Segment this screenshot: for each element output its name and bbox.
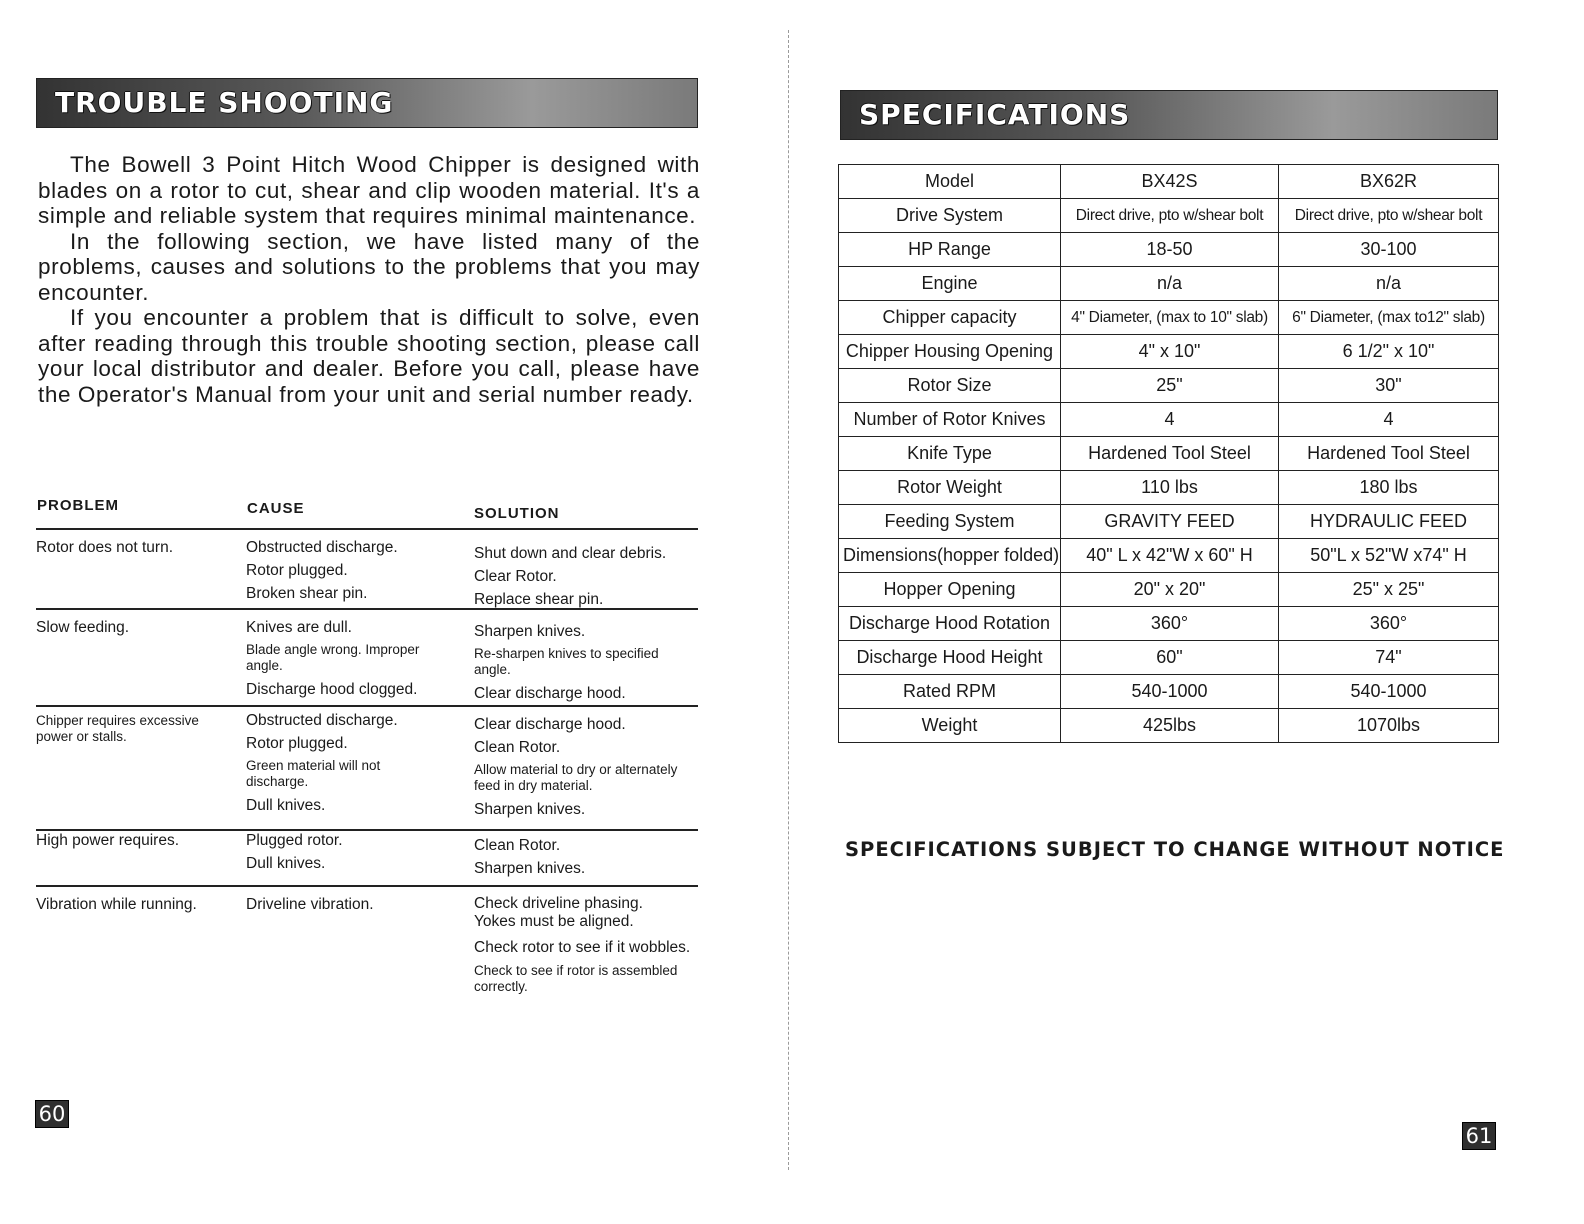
- spec-row: [839, 539, 1499, 573]
- spec-bx42s-cell: 18-50: [1061, 233, 1279, 267]
- troubleshooting-title: TROUBLE SHOOTING: [55, 86, 394, 119]
- solution-line: Sharpen knives.: [474, 860, 586, 877]
- spec-row: [839, 199, 1499, 233]
- spec-bx42s-cell: 425lbs: [1061, 709, 1279, 743]
- intro-text: [38, 152, 700, 407]
- spec-label-cell: HP Range: [839, 233, 1061, 267]
- spec-row: [839, 335, 1499, 369]
- spec-bx62r-cell: 50"L x 52"W x74" H: [1279, 539, 1499, 573]
- solution-cell: [474, 620, 702, 705]
- problem-cell: Slow feeding.: [36, 619, 130, 636]
- problem-cell: High power requires.: [36, 832, 180, 849]
- spec-bx42s-cell: 4" Diameter, (max to 10" slab): [1061, 301, 1279, 335]
- solution-line: Allow material to dry or alternately feed in dry material.: [474, 762, 678, 793]
- cause-line: Obstructed discharge.: [246, 712, 398, 729]
- cause-cell: [246, 829, 466, 875]
- spec-bx42s-cell: 25": [1061, 369, 1279, 403]
- table-row: [36, 705, 698, 829]
- spec-bx62r-cell: 25" x 25": [1279, 573, 1499, 607]
- spec-label-cell: Rotor Size: [839, 369, 1061, 403]
- spec-row: [839, 267, 1499, 301]
- cause-line: Plugged rotor.: [246, 832, 343, 849]
- spec-row: [839, 471, 1499, 505]
- spec-bx62r-cell: 6 1/2" x 10": [1279, 335, 1499, 369]
- solution-line: Clear discharge hood.: [474, 716, 626, 733]
- solution-line: Check driveline phasing. Yokes must be aligned.: [474, 895, 643, 930]
- problem-cell: Rotor does not turn.: [36, 539, 173, 556]
- spec-bx42s-cell: GRAVITY FEED: [1061, 505, 1279, 539]
- spec-bx42s-cell: 20" x 20": [1061, 573, 1279, 607]
- specifications-table-body: [839, 165, 1499, 743]
- spec-label-cell: Chipper Housing Opening: [839, 335, 1061, 369]
- column-header-cause: CAUSE: [247, 500, 305, 517]
- spec-bx42s-cell: 40" L x 42"W x 60" H: [1061, 539, 1279, 573]
- spec-label-cell: Drive System: [839, 199, 1061, 233]
- spec-bx42s-cell: BX42S: [1061, 165, 1279, 199]
- solution-line: Check rotor to see if it wobbles.: [474, 939, 691, 956]
- cause-cell: [246, 616, 466, 701]
- spec-bx42s-cell: Direct drive, pto w/shear bolt: [1061, 199, 1279, 233]
- spec-label-cell: Feeding System: [839, 505, 1061, 539]
- spec-label-cell: Hopper Opening: [839, 573, 1061, 607]
- cause-line: Blade angle wrong. Improper angle.: [246, 642, 420, 673]
- intro-paragraph: The Bowell 3 Point Hitch Wood Chipper is designed with blades on a rotor to cut, shear and clip wooden material. It's a simple and reliable system that requires minimal maintenance.: [38, 152, 700, 228]
- specifications-title: SPECIFICATIONS: [859, 98, 1131, 131]
- solution-cell: [474, 713, 702, 821]
- solution-line: Shut down and clear debris.: [474, 545, 667, 562]
- table-row: [36, 829, 698, 885]
- spec-bx42s-cell: 110 lbs: [1061, 471, 1279, 505]
- spec-bx62r-cell: 1070lbs: [1279, 709, 1499, 743]
- spec-label-cell: Chipper capacity: [839, 301, 1061, 335]
- spec-label-cell: Dimensions(hopper folded): [839, 539, 1061, 573]
- spec-row: [839, 505, 1499, 539]
- spec-bx62r-cell: 74": [1279, 641, 1499, 675]
- cause-cell: [246, 536, 466, 605]
- spec-row: [839, 301, 1499, 335]
- spec-row: [839, 709, 1499, 743]
- spec-bx62r-cell: 360°: [1279, 607, 1499, 641]
- solution-line: Clean Rotor.: [474, 837, 561, 854]
- spec-bx62r-cell: 540-1000: [1279, 675, 1499, 709]
- spec-label-cell: Rated RPM: [839, 675, 1061, 709]
- solution-line: Check to see if rotor is assembled correctly.: [474, 963, 678, 994]
- spec-label-cell: Discharge Hood Height: [839, 641, 1061, 675]
- troubleshooting-table: [36, 528, 698, 1017]
- spec-bx62r-cell: 4: [1279, 403, 1499, 437]
- specifications-table: [838, 164, 1499, 743]
- spec-bx42s-cell: 4: [1061, 403, 1279, 437]
- spec-bx62r-cell: 30": [1279, 369, 1499, 403]
- solution-line: Clear Rotor.: [474, 568, 557, 585]
- spec-bx62r-cell: Direct drive, pto w/shear bolt: [1279, 199, 1499, 233]
- spec-bx62r-cell: 30-100: [1279, 233, 1499, 267]
- cause-line: Dull knives.: [246, 855, 326, 872]
- spec-row: [839, 165, 1499, 199]
- solution-cell: [474, 834, 702, 880]
- spec-bx62r-cell: Hardened Tool Steel: [1279, 437, 1499, 471]
- cause-line: Rotor plugged.: [246, 735, 348, 752]
- spec-bx42s-cell: 360°: [1061, 607, 1279, 641]
- spec-row: [839, 437, 1499, 471]
- solution-cell: [474, 895, 702, 999]
- solution-line: Sharpen knives.: [474, 801, 586, 818]
- spec-row: [839, 233, 1499, 267]
- cause-line: Dull knives.: [246, 797, 326, 814]
- spec-label-cell: Weight: [839, 709, 1061, 743]
- spec-label-cell: Discharge Hood Rotation: [839, 607, 1061, 641]
- column-header-problem: PROBLEM: [37, 497, 119, 514]
- problem-cell: Vibration while running.: [36, 896, 197, 913]
- cause-cell: [246, 709, 466, 817]
- spec-row: [839, 403, 1499, 437]
- problem-cell: Chipper requires excessive power or stalls.: [36, 713, 199, 744]
- spec-bx62r-cell: BX62R: [1279, 165, 1499, 199]
- spec-label-cell: Number of Rotor Knives: [839, 403, 1061, 437]
- specifications-notice: SPECIFICATIONS SUBJECT TO CHANGE WITHOUT NOTICE: [845, 838, 1505, 861]
- table-row: [36, 528, 698, 608]
- spec-bx42s-cell: 540-1000: [1061, 675, 1279, 709]
- column-header-solution: SOLUTION: [474, 505, 560, 522]
- spec-bx62r-cell: n/a: [1279, 267, 1499, 301]
- page-number-right: 61: [1462, 1122, 1496, 1150]
- spec-label-cell: Engine: [839, 267, 1061, 301]
- troubleshooting-banner: [36, 78, 698, 128]
- solution-line: Re-sharpen knives to specified angle.: [474, 646, 659, 677]
- cause-line: Broken shear pin.: [246, 585, 368, 602]
- spec-row: [839, 675, 1499, 709]
- cause-cell: [246, 893, 466, 916]
- cause-line: Green material will not discharge.: [246, 758, 381, 789]
- spec-label-cell: Rotor Weight: [839, 471, 1061, 505]
- cause-line: Knives are dull.: [246, 619, 352, 636]
- spec-bx62r-cell: 6" Diameter, (max to12" slab): [1279, 301, 1499, 335]
- spec-row: [839, 573, 1499, 607]
- table-row: [36, 608, 698, 705]
- spec-row: [839, 641, 1499, 675]
- spec-bx62r-cell: 180 lbs: [1279, 471, 1499, 505]
- spec-bx42s-cell: n/a: [1061, 267, 1279, 301]
- cause-line: Driveline vibration.: [246, 896, 374, 913]
- solution-line: Clear discharge hood.: [474, 685, 626, 702]
- spec-bx42s-cell: Hardened Tool Steel: [1061, 437, 1279, 471]
- page-number-left: 60: [35, 1100, 69, 1128]
- spec-bx62r-cell: HYDRAULIC FEED: [1279, 505, 1499, 539]
- cause-line: Obstructed discharge.: [246, 539, 398, 556]
- spec-bx42s-cell: 4" x 10": [1061, 335, 1279, 369]
- specifications-banner: [840, 90, 1498, 140]
- intro-paragraph: If you encounter a problem that is difficult to solve, even after reading through this trouble shooting section, please call your local distributor and dealer. Before you call, please have the Operator's Manual from your unit and serial number ready.: [38, 305, 700, 407]
- spec-label-cell: Knife Type: [839, 437, 1061, 471]
- solution-cell: [474, 542, 702, 611]
- solution-line: Sharpen knives.: [474, 623, 586, 640]
- cause-line: Discharge hood clogged.: [246, 681, 418, 698]
- spec-row: [839, 607, 1499, 641]
- solution-line: Replace shear pin.: [474, 591, 604, 608]
- intro-paragraph: In the following section, we have listed many of the problems, causes and solutions to the problems that you may encounter.: [38, 228, 700, 305]
- spec-bx42s-cell: 60": [1061, 641, 1279, 675]
- solution-line: Clean Rotor.: [474, 739, 561, 756]
- spec-label-cell: Model: [839, 165, 1061, 199]
- spec-row: [839, 369, 1499, 403]
- left-page: [0, 0, 790, 1224]
- table-row: [36, 885, 698, 1017]
- cause-line: Rotor plugged.: [246, 562, 348, 579]
